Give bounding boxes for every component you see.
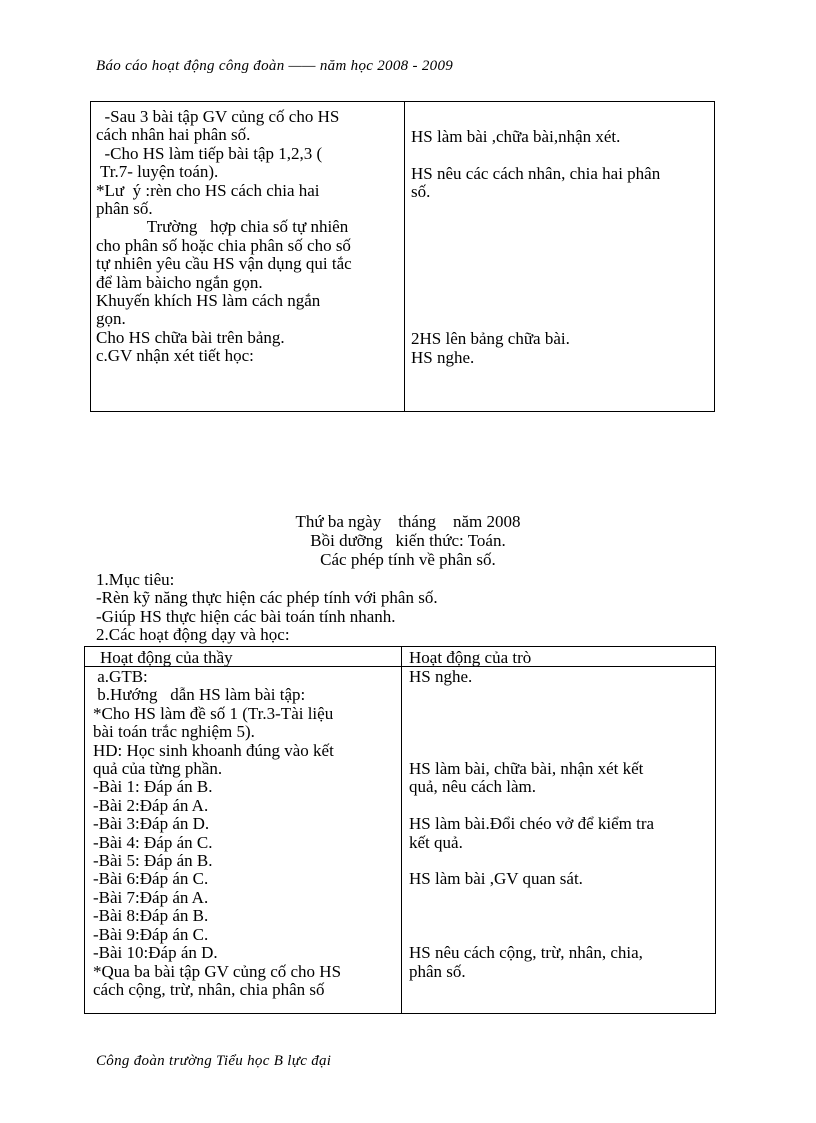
page-footer: Công đoàn trường Tiểu học B lực đại — [96, 1053, 332, 1069]
teacher-header: Hoạt động của thầy — [100, 648, 233, 667]
text-line: quả của từng phần. — [93, 759, 223, 779]
text-line: c.GV nhận xét tiết học: — [96, 346, 254, 366]
text-line — [409, 926, 654, 944]
teacher-activity-column — [93, 668, 341, 999]
text-line: -Bài 6:Đáp án C. — [93, 869, 209, 889]
text-line: -Rèn kỹ năng thực hiện các phép tính với phân số. — [96, 588, 438, 608]
page-header: Báo cáo hoạt động công đoàn —— năm học 2008 - 2009 — [96, 58, 454, 74]
text-line — [409, 907, 654, 925]
text-line: HS nêu cách cộng, trừ, nhân, chia, — [409, 943, 643, 963]
student-activity-column — [409, 668, 654, 981]
text-line: để làm bàicho ngắn gọn. — [96, 272, 263, 292]
text-line: Khuyến khích HS làm cách ngắn — [96, 291, 321, 311]
text-line: HS làm bài ,GV quan sát. — [409, 869, 583, 889]
text-line — [409, 723, 654, 741]
text-line: Tr.7- luyện toán). — [96, 162, 219, 182]
student-header: Hoạt động của trò — [409, 648, 532, 667]
text-line: -Bài 5: Đáp án B. — [93, 851, 213, 871]
text-line: -Bài 4: Đáp án C. — [93, 832, 213, 852]
text-line: -Bài 1: Đáp án B. — [93, 777, 213, 797]
text-line — [411, 275, 660, 293]
text-line: -Sau 3 bài tập GV củng cố cho HS — [96, 107, 340, 126]
text-line: HS nghe. — [411, 347, 475, 367]
text-line: kết quả. — [409, 832, 463, 852]
text-line — [411, 312, 660, 330]
text-line — [409, 889, 654, 907]
text-line — [411, 146, 660, 164]
text-line: cách nhân hai phân số. — [96, 125, 251, 145]
lesson-topic: Các phép tính về phân số. — [320, 550, 496, 569]
text-line: -Bài 3:Đáp án D. — [93, 814, 210, 834]
text-line: *Lư ý :rèn cho HS cách chia hai — [96, 180, 320, 200]
text-line: HS nêu các cách nhân, chia hai phân — [411, 163, 661, 183]
activity-table-2 — [84, 646, 716, 1014]
text-line: 1.Mục tiêu: — [96, 570, 175, 589]
text-line: *Qua ba bài tập GV củng cố cho HS — [93, 961, 342, 981]
text-line: gọn. — [96, 309, 126, 329]
text-line: -Bài 10:Đáp án D. — [93, 943, 218, 963]
text-line: a.GTB: — [93, 667, 148, 686]
text-line: cách cộng, trừ, nhân, chia phân số — [93, 979, 325, 999]
text-line — [411, 294, 660, 312]
text-line: -Bài 9:Đáp án C. — [93, 924, 209, 944]
text-line: bài toán trắc nghiệm 5). — [93, 722, 255, 742]
text-line: -Bài 8:Đáp án B. — [93, 906, 209, 926]
text-line: phân số. — [409, 961, 466, 981]
text-line: phân số. — [96, 199, 153, 219]
lesson-date: Thứ ba ngày tháng năm 2008 — [295, 512, 521, 531]
text-line — [409, 742, 654, 760]
text-line — [411, 257, 660, 275]
student-activity-column — [411, 128, 660, 367]
text-line: Cho HS chữa bài trên bảng. — [96, 327, 285, 347]
text-line: 2.Các hoạt động dạy và học: — [96, 625, 290, 645]
text-line: -Cho HS làm tiếp bài tập 1,2,3 ( — [96, 143, 323, 163]
lesson-objectives — [96, 571, 438, 645]
text-line: cho phân số hoặc chia phân số cho số — [96, 235, 351, 255]
text-line: -Bài 2:Đáp án A. — [93, 795, 209, 815]
text-line: tự nhiên yêu cầu HS vận dụng qui tắc — [96, 254, 352, 274]
text-line — [409, 705, 654, 723]
text-line: HS làm bài, chữa bài, nhận xét kết — [409, 759, 644, 779]
text-line: HS làm bài ,chữa bài,nhận xét. — [411, 127, 621, 146]
text-line: *Cho HS làm đề số 1 (Tr.3-Tài liệu — [93, 703, 334, 723]
text-line — [409, 797, 654, 815]
text-line: HS làm bài.Đổi chéo vở để kiểm tra — [409, 814, 655, 834]
text-line: Trường hợp chia số tự nhiên — [96, 217, 349, 237]
text-line: b.Hướng dẫn HS làm bài tập: — [93, 685, 306, 705]
text-line — [411, 202, 660, 220]
text-line: số. — [411, 182, 431, 202]
text-line: -Bài 7:Đáp án A. — [93, 887, 209, 907]
activity-table-1 — [90, 101, 715, 412]
text-line — [411, 238, 660, 256]
text-line — [409, 686, 654, 704]
column-divider — [401, 647, 402, 1013]
lesson-subject: Bồi dưỡng kiến thức: Toán. — [310, 531, 506, 550]
text-line — [409, 852, 654, 870]
text-line: quả, nêu cách làm. — [409, 777, 536, 797]
column-divider — [404, 102, 405, 411]
text-line: HD: Học sinh khoanh đúng vào kết — [93, 740, 334, 760]
text-line: HS nghe. — [409, 667, 473, 686]
text-line: 2HS lên bảng chữa bài. — [411, 329, 570, 349]
text-line: -Giúp HS thực hiện các bài toán tính nhanh. — [96, 606, 396, 626]
teacher-activity-column — [96, 108, 352, 366]
text-line — [411, 220, 660, 238]
